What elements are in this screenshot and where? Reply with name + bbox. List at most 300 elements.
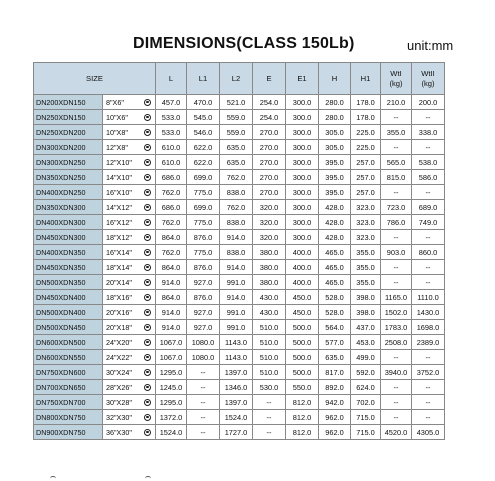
- cell-wt1: --: [381, 275, 412, 290]
- cell-l1: 546.0: [187, 125, 220, 140]
- cell-h: 465.0: [319, 245, 351, 260]
- inch-size-text: 24"X22": [106, 352, 132, 362]
- bullet-circle-icon: [144, 189, 151, 196]
- cell-l: 1524.0: [156, 425, 187, 440]
- inch-size-text: 32"X30": [106, 412, 132, 422]
- cell-size: DN400XDN350: [34, 245, 103, 260]
- cell-inch-size: [103, 185, 156, 200]
- bullet-circle-icon: [144, 114, 151, 121]
- cell-h: 428.0: [319, 230, 351, 245]
- cell-l: 762.0: [156, 215, 187, 230]
- cell-e1: 450.0: [286, 290, 319, 305]
- cell-inch-size: [103, 170, 156, 185]
- cell-l: 686.0: [156, 200, 187, 215]
- bullet-circle-icon: [144, 414, 151, 421]
- cell-wt1: 1783.0: [381, 320, 412, 335]
- table-row: [34, 305, 445, 320]
- cell-l2: 1397.0: [220, 395, 253, 410]
- table-row: [34, 200, 445, 215]
- cell-h1: 323.0: [351, 230, 381, 245]
- cell-wt1: 3940.0: [381, 365, 412, 380]
- cell-l: 1067.0: [156, 335, 187, 350]
- cell-l1: 927.0: [187, 320, 220, 335]
- bullet-circle-icon: [144, 369, 151, 376]
- cell-size: DN400XDN250: [34, 185, 103, 200]
- inch-size-text: 12"X8": [106, 142, 128, 152]
- cell-h: 428.0: [319, 215, 351, 230]
- cell-size: DN600XDN550: [34, 350, 103, 365]
- bullet-circle-icon: [144, 354, 151, 361]
- inch-size-text: 36"X30": [106, 427, 132, 437]
- bullet-circle-icon: [144, 429, 151, 436]
- cell-inch-size: [103, 200, 156, 215]
- cell-h: 305.0: [319, 125, 351, 140]
- cell-inch-size: [103, 245, 156, 260]
- cell-l: 762.0: [156, 245, 187, 260]
- inch-size-text: 10"X8": [106, 127, 128, 137]
- cell-e: 320.0: [253, 200, 286, 215]
- cell-l: 1067.0: [156, 350, 187, 365]
- cell-e: 380.0: [253, 245, 286, 260]
- cell-h: 962.0: [319, 410, 351, 425]
- cell-e1: 500.0: [286, 350, 319, 365]
- col-header-e: E: [253, 63, 286, 95]
- table-row: [34, 185, 445, 200]
- cell-wt2: 586.0: [412, 170, 445, 185]
- cell-l1: 876.0: [187, 290, 220, 305]
- cell-l2: 559.0: [220, 110, 253, 125]
- cell-inch-size: [103, 140, 156, 155]
- table-row: [34, 335, 445, 350]
- cell-wt1: 723.0: [381, 200, 412, 215]
- cell-h: 280.0: [319, 110, 351, 125]
- cell-inch-size: [103, 305, 156, 320]
- cell-size: DN500XDN350: [34, 275, 103, 290]
- inch-size-text: 18"X12": [106, 232, 132, 242]
- cell-l: 1245.0: [156, 380, 187, 395]
- table-row: [34, 290, 445, 305]
- cell-l: 686.0: [156, 170, 187, 185]
- table-row: [34, 215, 445, 230]
- cell-wt1: --: [381, 110, 412, 125]
- cell-l: 610.0: [156, 140, 187, 155]
- cell-inch-size: [103, 110, 156, 125]
- cell-wt2: --: [412, 140, 445, 155]
- cell-size: DN500XDN400: [34, 305, 103, 320]
- cell-wt2: 749.0: [412, 215, 445, 230]
- cell-e: 510.0: [253, 350, 286, 365]
- cell-inch-size: [103, 395, 156, 410]
- cell-l1: 545.0: [187, 110, 220, 125]
- bullet-circle-icon: [144, 159, 151, 166]
- cell-e1: 300.0: [286, 215, 319, 230]
- cell-wt1: 815.0: [381, 170, 412, 185]
- cell-e: 380.0: [253, 275, 286, 290]
- col-header-l: L: [156, 63, 187, 95]
- col-header-l1: L1: [187, 63, 220, 95]
- cell-wt2: 860.0: [412, 245, 445, 260]
- cell-l2: 838.0: [220, 185, 253, 200]
- col-header-h: H: [319, 63, 351, 95]
- cell-h1: 178.0: [351, 95, 381, 110]
- cell-e1: 300.0: [286, 95, 319, 110]
- cell-h1: 499.0: [351, 350, 381, 365]
- cell-wt2: --: [412, 110, 445, 125]
- cell-inch-size: [103, 320, 156, 335]
- cell-l1: 699.0: [187, 170, 220, 185]
- cell-l2: 762.0: [220, 200, 253, 215]
- cell-l: 1295.0: [156, 365, 187, 380]
- cell-h: 528.0: [319, 305, 351, 320]
- cell-l: 457.0: [156, 95, 187, 110]
- cell-size: DN400XDN300: [34, 215, 103, 230]
- inch-size-text: 18"X14": [106, 262, 132, 272]
- cell-size: DN350XDN250: [34, 170, 103, 185]
- cell-size: DN500XDN450: [34, 320, 103, 335]
- cell-h1: 398.0: [351, 305, 381, 320]
- partial-circle-icon: [50, 476, 56, 481]
- cell-e: 270.0: [253, 155, 286, 170]
- cell-h: 465.0: [319, 260, 351, 275]
- table-row: [34, 365, 445, 380]
- cell-wt1: --: [381, 380, 412, 395]
- inch-size-text: 10"X6": [106, 112, 128, 122]
- inch-size-text: 8"X6": [106, 97, 124, 107]
- cell-h1: 323.0: [351, 215, 381, 230]
- cell-e1: 300.0: [286, 230, 319, 245]
- cell-h: 892.0: [319, 380, 351, 395]
- cell-e: 430.0: [253, 305, 286, 320]
- cell-h: 942.0: [319, 395, 351, 410]
- cell-l2: 635.0: [220, 155, 253, 170]
- cell-l1: 775.0: [187, 215, 220, 230]
- cell-l1: 927.0: [187, 305, 220, 320]
- cell-e: 510.0: [253, 320, 286, 335]
- cell-l1: 775.0: [187, 185, 220, 200]
- cell-size: DN300XDN200: [34, 140, 103, 155]
- cell-l1: 927.0: [187, 275, 220, 290]
- col-header-wt2: WtII (kg): [412, 63, 445, 95]
- cell-l2: 1143.0: [220, 335, 253, 350]
- cell-l: 762.0: [156, 185, 187, 200]
- cell-l: 533.0: [156, 125, 187, 140]
- cell-wt2: --: [412, 275, 445, 290]
- cell-wt1: --: [381, 350, 412, 365]
- col-header-l2: L2: [220, 63, 253, 95]
- cell-size: DN250XDN150: [34, 110, 103, 125]
- cell-e: --: [253, 425, 286, 440]
- cell-wt1: 1502.0: [381, 305, 412, 320]
- table-row: [34, 155, 445, 170]
- cell-wt2: --: [412, 350, 445, 365]
- footer-marks: [40, 476, 460, 481]
- cell-h1: 398.0: [351, 290, 381, 305]
- cell-h1: 592.0: [351, 365, 381, 380]
- cell-e1: 300.0: [286, 140, 319, 155]
- cell-l2: 991.0: [220, 320, 253, 335]
- inch-size-text: 20"X16": [106, 307, 132, 317]
- cell-h: 817.0: [319, 365, 351, 380]
- table-row: [34, 260, 445, 275]
- cell-wt2: 1430.0: [412, 305, 445, 320]
- cell-l1: --: [187, 380, 220, 395]
- cell-l1: --: [187, 425, 220, 440]
- cell-inch-size: [103, 425, 156, 440]
- cell-inch-size: [103, 155, 156, 170]
- cell-l2: 559.0: [220, 125, 253, 140]
- cell-l: 1372.0: [156, 410, 187, 425]
- table-row: [34, 110, 445, 125]
- partial-circle-icon: [145, 476, 151, 481]
- cell-e: 320.0: [253, 215, 286, 230]
- bullet-circle-icon: [144, 264, 151, 271]
- inch-size-text: 24"X20": [106, 337, 132, 347]
- cell-h1: 624.0: [351, 380, 381, 395]
- cell-wt2: 689.0: [412, 200, 445, 215]
- cell-h1: 702.0: [351, 395, 381, 410]
- cell-l2: 991.0: [220, 275, 253, 290]
- cell-e1: 300.0: [286, 170, 319, 185]
- cell-wt1: --: [381, 230, 412, 245]
- cell-size: DN450XDN350: [34, 260, 103, 275]
- cell-e: 270.0: [253, 185, 286, 200]
- table-row: [34, 230, 445, 245]
- cell-l2: 838.0: [220, 245, 253, 260]
- table-row: [34, 95, 445, 110]
- cell-inch-size: [103, 260, 156, 275]
- bullet-circle-icon: [144, 294, 151, 301]
- cell-wt1: 1165.0: [381, 290, 412, 305]
- cell-e1: 812.0: [286, 425, 319, 440]
- cell-size: DN450XDN400: [34, 290, 103, 305]
- cell-l: 864.0: [156, 260, 187, 275]
- cell-wt1: --: [381, 410, 412, 425]
- bullet-circle-icon: [144, 174, 151, 181]
- table-row: [34, 140, 445, 155]
- cell-l2: 762.0: [220, 170, 253, 185]
- cell-wt2: --: [412, 380, 445, 395]
- bullet-circle-icon: [144, 129, 151, 136]
- cell-size: DN250XDN200: [34, 125, 103, 140]
- cell-h1: 257.0: [351, 170, 381, 185]
- cell-h1: 225.0: [351, 125, 381, 140]
- cell-e: 380.0: [253, 260, 286, 275]
- cell-wt2: --: [412, 410, 445, 425]
- table-row: [34, 425, 445, 440]
- dimensions-table: [33, 62, 445, 440]
- table-row: [34, 410, 445, 425]
- bullet-circle-icon: [144, 99, 151, 106]
- cell-l: 864.0: [156, 230, 187, 245]
- inch-size-text: 28"X26": [106, 382, 132, 392]
- cell-e1: 812.0: [286, 410, 319, 425]
- cell-e1: 400.0: [286, 260, 319, 275]
- cell-l: 864.0: [156, 290, 187, 305]
- cell-size: DN450XDN300: [34, 230, 103, 245]
- cell-size: DN200XDN150: [34, 95, 103, 110]
- table-row: [34, 380, 445, 395]
- cell-inch-size: [103, 230, 156, 245]
- cell-wt2: --: [412, 185, 445, 200]
- cell-l: 1295.0: [156, 395, 187, 410]
- cell-e: 510.0: [253, 335, 286, 350]
- cell-inch-size: [103, 335, 156, 350]
- cell-wt1: --: [381, 185, 412, 200]
- cell-l2: 914.0: [220, 290, 253, 305]
- inch-size-text: 16"X12": [106, 217, 132, 227]
- cell-e1: 300.0: [286, 110, 319, 125]
- cell-wt2: 200.0: [412, 95, 445, 110]
- cell-wt2: 338.0: [412, 125, 445, 140]
- inch-size-text: 16"X10": [106, 187, 132, 197]
- cell-l1: --: [187, 365, 220, 380]
- cell-wt2: 538.0: [412, 155, 445, 170]
- cell-wt1: --: [381, 260, 412, 275]
- col-header-size: SIZE: [34, 63, 156, 95]
- bullet-circle-icon: [144, 399, 151, 406]
- cell-l2: 914.0: [220, 260, 253, 275]
- table-row: [34, 125, 445, 140]
- cell-inch-size: [103, 380, 156, 395]
- bullet-circle-icon: [144, 279, 151, 286]
- cell-h1: 437.0: [351, 320, 381, 335]
- inch-size-text: 14"X12": [106, 202, 132, 212]
- cell-e1: 450.0: [286, 305, 319, 320]
- cell-l1: 699.0: [187, 200, 220, 215]
- cell-l2: 1524.0: [220, 410, 253, 425]
- table-header-bar: [0, 34, 495, 58]
- cell-h1: 355.0: [351, 260, 381, 275]
- cell-wt1: 355.0: [381, 125, 412, 140]
- cell-e: 270.0: [253, 125, 286, 140]
- cell-inch-size: [103, 95, 156, 110]
- bullet-circle-icon: [144, 249, 151, 256]
- cell-size: DN800XDN750: [34, 410, 103, 425]
- table-row: [34, 350, 445, 365]
- cell-wt2: 2389.0: [412, 335, 445, 350]
- cell-inch-size: [103, 275, 156, 290]
- cell-inch-size: [103, 215, 156, 230]
- cell-size: DN750XDN600: [34, 365, 103, 380]
- cell-e: --: [253, 410, 286, 425]
- cell-e: 270.0: [253, 140, 286, 155]
- col-header-e1: E1: [286, 63, 319, 95]
- cell-size: DN700XDN650: [34, 380, 103, 395]
- cell-h: 635.0: [319, 350, 351, 365]
- cell-wt2: --: [412, 230, 445, 245]
- cell-wt1: 4520.0: [381, 425, 412, 440]
- bullet-circle-icon: [144, 309, 151, 316]
- cell-e1: 400.0: [286, 275, 319, 290]
- cell-wt1: 903.0: [381, 245, 412, 260]
- header-row: [34, 63, 445, 95]
- cell-inch-size: [103, 365, 156, 380]
- cell-l2: 1143.0: [220, 350, 253, 365]
- inch-size-text: 30"X24": [106, 367, 132, 377]
- cell-inch-size: [103, 410, 156, 425]
- bullet-circle-icon: [144, 384, 151, 391]
- cell-l: 914.0: [156, 305, 187, 320]
- cell-e: 254.0: [253, 95, 286, 110]
- cell-inch-size: [103, 290, 156, 305]
- inch-size-text: 18"X16": [106, 292, 132, 302]
- cell-h: 564.0: [319, 320, 351, 335]
- cell-e: 430.0: [253, 290, 286, 305]
- cell-h1: 355.0: [351, 245, 381, 260]
- cell-h1: 715.0: [351, 425, 381, 440]
- table-row: [34, 275, 445, 290]
- cell-h: 305.0: [319, 140, 351, 155]
- cell-h1: 257.0: [351, 185, 381, 200]
- cell-h: 528.0: [319, 290, 351, 305]
- inch-size-text: 12"X10": [106, 157, 132, 167]
- cell-h1: 257.0: [351, 155, 381, 170]
- cell-e1: 300.0: [286, 185, 319, 200]
- bullet-circle-icon: [144, 324, 151, 331]
- inch-size-text: 16"X14": [106, 247, 132, 257]
- cell-l2: 1346.0: [220, 380, 253, 395]
- table-row: [34, 245, 445, 260]
- col-header-h1: H1: [351, 63, 381, 95]
- table-row: [34, 395, 445, 410]
- cell-e1: 500.0: [286, 365, 319, 380]
- cell-l2: 521.0: [220, 95, 253, 110]
- cell-l1: 775.0: [187, 245, 220, 260]
- cell-e: 510.0: [253, 365, 286, 380]
- cell-e: 254.0: [253, 110, 286, 125]
- cell-l1: 876.0: [187, 230, 220, 245]
- cell-e1: 812.0: [286, 395, 319, 410]
- cell-l1: --: [187, 410, 220, 425]
- inch-size-text: 14"X10": [106, 172, 132, 182]
- cell-l2: 635.0: [220, 140, 253, 155]
- cell-h: 428.0: [319, 200, 351, 215]
- cell-h: 395.0: [319, 170, 351, 185]
- cell-size: DN900XDN750: [34, 425, 103, 440]
- cell-wt2: 1698.0: [412, 320, 445, 335]
- cell-l1: 622.0: [187, 155, 220, 170]
- cell-l: 533.0: [156, 110, 187, 125]
- cell-e1: 300.0: [286, 155, 319, 170]
- cell-l: 610.0: [156, 155, 187, 170]
- bullet-circle-icon: [144, 204, 151, 211]
- cell-h: 395.0: [319, 185, 351, 200]
- cell-l1: 470.0: [187, 95, 220, 110]
- cell-e1: 300.0: [286, 200, 319, 215]
- cell-wt2: 3752.0: [412, 365, 445, 380]
- table-body: [34, 95, 445, 440]
- cell-h1: 225.0: [351, 140, 381, 155]
- inch-size-text: 20"X14": [106, 277, 132, 287]
- cell-wt2: 4305.0: [412, 425, 445, 440]
- cell-l2: 838.0: [220, 215, 253, 230]
- cell-h1: 355.0: [351, 275, 381, 290]
- cell-size: DN350XDN300: [34, 200, 103, 215]
- table-row: [34, 170, 445, 185]
- inch-size-text: 20"X18": [106, 322, 132, 332]
- cell-l1: --: [187, 395, 220, 410]
- cell-e1: 300.0: [286, 125, 319, 140]
- page-title: DIMENSIONS(CLASS 150Lb): [133, 35, 355, 52]
- cell-e: 530.0: [253, 380, 286, 395]
- inch-size-text: 30"X28": [106, 397, 132, 407]
- cell-h: 280.0: [319, 95, 351, 110]
- cell-size: DN300XDN250: [34, 155, 103, 170]
- cell-l: 914.0: [156, 320, 187, 335]
- cell-l2: 991.0: [220, 305, 253, 320]
- cell-wt1: 2508.0: [381, 335, 412, 350]
- cell-h1: 715.0: [351, 410, 381, 425]
